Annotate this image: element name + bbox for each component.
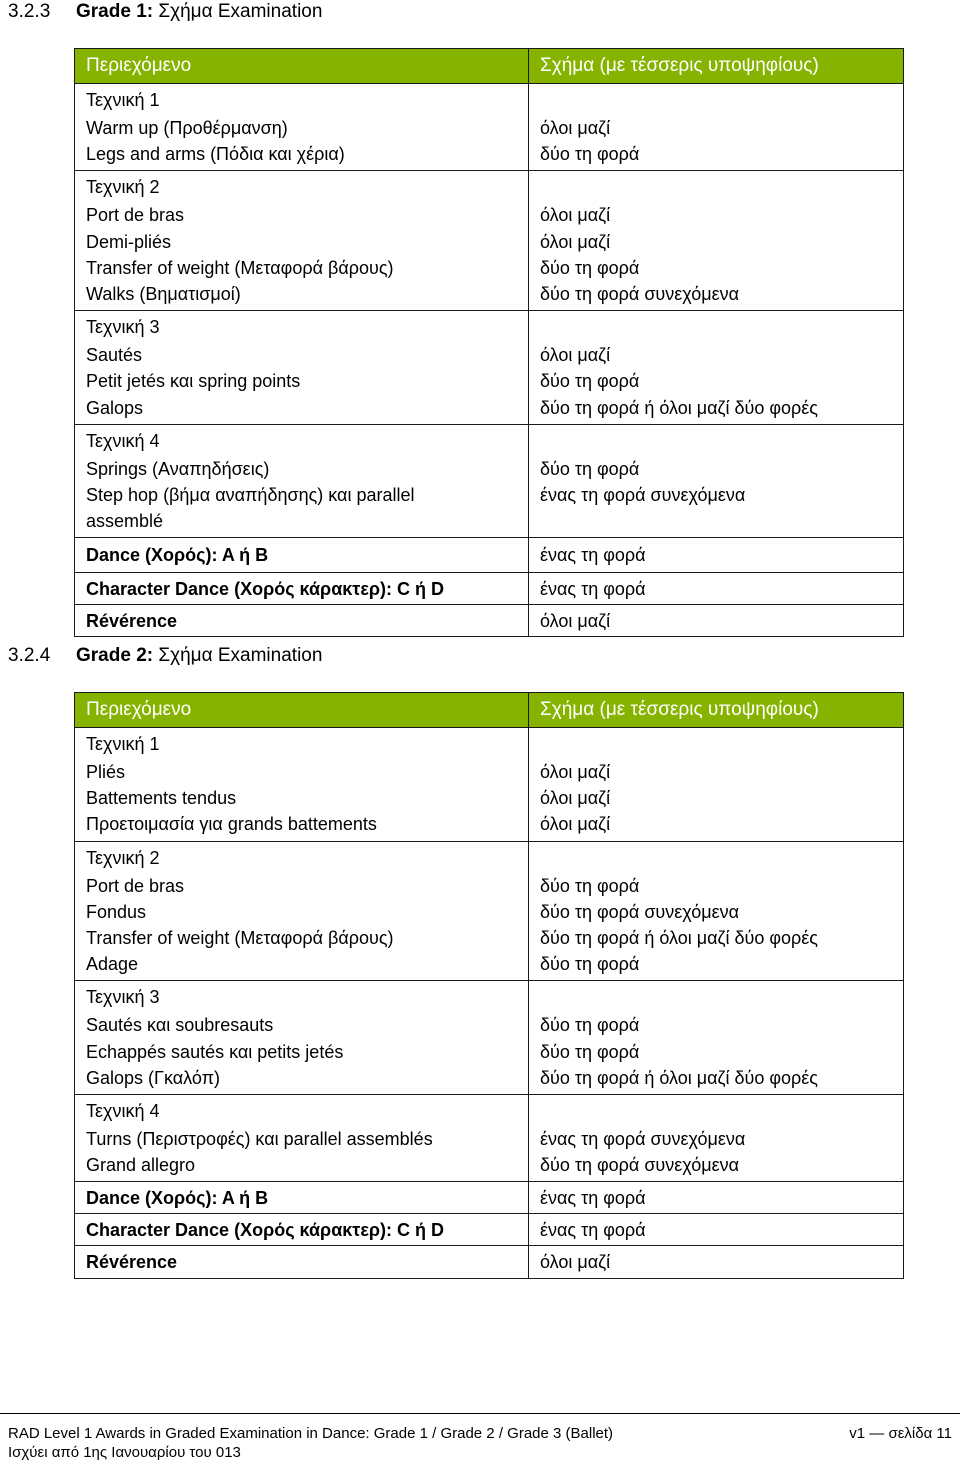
- item-label: Springs (Αναπηδήσεις): [86, 458, 270, 479]
- item-format: όλοι μαζί: [540, 345, 611, 366]
- group-heading: Τεχνική 1: [86, 90, 160, 110]
- dance-format: ένας τη φορά: [540, 1188, 646, 1209]
- table-row: [75, 841, 904, 981]
- item-format: δύο τη φορά: [540, 954, 640, 975]
- table-row: [75, 1095, 904, 1182]
- footer-page-number: v1 — σελίδα 11: [849, 1425, 952, 1442]
- grade1-format-table: [74, 48, 904, 637]
- item-format: όλοι μαζί: [540, 231, 611, 252]
- dance-label: Dance (Χορός): A ή B: [86, 1188, 269, 1209]
- footer-second-line: [8, 1443, 952, 1462]
- item-format: δύο τη φορά ή όλοι μαζί δύο φορές: [540, 397, 818, 418]
- section-number: 3.2.3: [8, 1, 51, 22]
- table-row: [75, 981, 904, 1095]
- item-format: όλοι μαζί: [540, 788, 611, 809]
- section-title-bold: Grade 1:: [76, 1, 154, 22]
- table-row: [75, 1246, 904, 1279]
- item-label: Battements tendus: [86, 788, 237, 809]
- item-format: όλοι μαζί: [540, 814, 611, 835]
- footer-title: RAD Level 1 Awards in Graded Examination in Dance: Grade 1 / Grade 2 / Grade 3 (Ballet): [8, 1425, 614, 1442]
- item-label: Petit jetés και spring points: [86, 371, 301, 392]
- header-format: Σχήμα (με τέσσερις υποψηφίους): [529, 49, 904, 84]
- item-label: Sautés και soubresauts: [86, 1015, 274, 1036]
- item-label: Demi-pliés: [86, 231, 172, 252]
- section-heading-grade1: [8, 0, 322, 24]
- item-label: Pliés: [86, 762, 126, 782]
- item-label: Warm up (Προθέρμανση): [86, 118, 288, 138]
- character-dance-label: Character Dance (Χορός κάρακτερ): C ή D: [86, 1220, 444, 1241]
- item-label: Grand allegro: [86, 1155, 196, 1176]
- reverence-format: όλοι μαζί: [540, 1252, 611, 1273]
- table-row: [75, 1214, 904, 1246]
- header-format: Σχήμα (με τέσσερις υποψηφίους): [529, 693, 904, 728]
- item-label: Turns (Περιστροφές) και parallel assemblés: [86, 1129, 433, 1150]
- section-heading-grade2: [8, 644, 322, 668]
- group-heading: Τεχνική 4: [86, 1101, 160, 1122]
- item-label: Echappés sautés και petits jetés: [86, 1041, 344, 1062]
- item-format: όλοι μαζί: [540, 205, 611, 226]
- item-format: ένας τη φορά συνεχόμενα: [540, 1129, 746, 1150]
- footer-divider: [0, 1413, 960, 1414]
- dance-label: Dance (Χορός): A ή B: [86, 545, 269, 566]
- item-format: δύο τη φορά: [540, 1015, 640, 1036]
- footer-valid-from: Ισχύει από 1ης Ιανουαρίου του 013: [8, 1444, 241, 1461]
- item-format: όλοι μαζί: [540, 118, 611, 138]
- section-number: 3.2.4: [8, 645, 51, 666]
- section-title-bold: Grade 2:: [76, 645, 154, 666]
- group-heading: Τεχνική 2: [86, 847, 160, 868]
- item-label: Transfer of weight (Μεταφορά βάρους): [86, 257, 394, 278]
- item-format: δύο τη φορά συνεχόμενα: [540, 901, 740, 922]
- item-label-continued: assemblé: [86, 511, 164, 532]
- table-row: [75, 311, 904, 425]
- item-format: δύο τη φορά ή όλοι μαζί δύο φορές: [540, 928, 818, 949]
- item-format: όλοι μαζί: [540, 762, 611, 782]
- item-format: δύο τη φορά: [540, 875, 640, 896]
- item-label: Step hop (βήμα αναπήδησης) και parallel: [86, 485, 415, 506]
- section-title-rest: Σχήμα Examination: [153, 645, 323, 666]
- table-header-row: [75, 49, 904, 84]
- reverence-label: Révérence: [86, 1252, 178, 1273]
- character-dance-format: ένας τη φορά: [540, 1220, 646, 1241]
- grade2-format-table: [74, 692, 904, 1279]
- item-format: δύο τη φορά: [540, 257, 640, 278]
- item-label: Legs and arms (Πόδια και χέρια): [86, 144, 345, 165]
- group-heading: Τεχνική 3: [86, 317, 160, 338]
- footer: [8, 1424, 952, 1443]
- table-row: [75, 728, 904, 842]
- item-label: Port de bras: [86, 205, 185, 226]
- item-label: Adage: [86, 954, 139, 975]
- dance-format: ένας τη φορά: [540, 545, 646, 566]
- header-content: Περιεχόμενο: [75, 49, 529, 84]
- table-row: [75, 424, 904, 538]
- table-row: [75, 605, 904, 637]
- item-format: δύο τη φορά: [540, 371, 640, 392]
- table-row: [75, 171, 904, 311]
- item-label: Transfer of weight (Μεταφορά βάρους): [86, 928, 394, 949]
- item-label: Walks (Βηματισμοί): [86, 284, 241, 305]
- item-format: δύο τη φορά συνεχόμενα: [540, 284, 740, 305]
- reverence-format: όλοι μαζί: [540, 611, 611, 632]
- group-heading: Τεχνική 2: [86, 177, 160, 198]
- item-format: δύο τη φορά: [540, 458, 640, 479]
- item-format: δύο τη φορά: [540, 144, 640, 165]
- group-heading: Τεχνική 3: [86, 987, 160, 1008]
- table-row: [75, 573, 904, 605]
- table-row: [75, 1182, 904, 1214]
- group-heading: Τεχνική 4: [86, 430, 160, 451]
- table-header-row: [75, 693, 904, 728]
- item-label: Galops: [86, 397, 144, 418]
- item-label: Προετοιμασία για grands battements: [86, 814, 377, 835]
- section-title-rest: Σχήμα Examination: [153, 1, 323, 22]
- item-label: Fondus: [86, 901, 147, 922]
- table-row: [75, 84, 904, 171]
- item-format: ένας τη φορά συνεχόμενα: [540, 485, 746, 506]
- character-dance-format: ένας τη φορά: [540, 579, 646, 600]
- item-label: Sautés: [86, 345, 143, 366]
- reverence-label: Révérence: [86, 611, 178, 632]
- character-dance-label: Character Dance (Χορός κάρακτερ): C ή D: [86, 579, 444, 600]
- header-content: Περιεχόμενο: [75, 693, 529, 728]
- item-label: Port de bras: [86, 875, 185, 896]
- item-format: δύο τη φορά ή όλοι μαζί δύο φορές: [540, 1067, 818, 1088]
- group-heading: Τεχνική 1: [86, 734, 160, 754]
- item-format: δύο τη φορά συνεχόμενα: [540, 1155, 740, 1176]
- table-row: [75, 538, 904, 573]
- item-format: δύο τη φορά: [540, 1041, 640, 1062]
- item-label: Galops (Γκαλόπ): [86, 1067, 221, 1088]
